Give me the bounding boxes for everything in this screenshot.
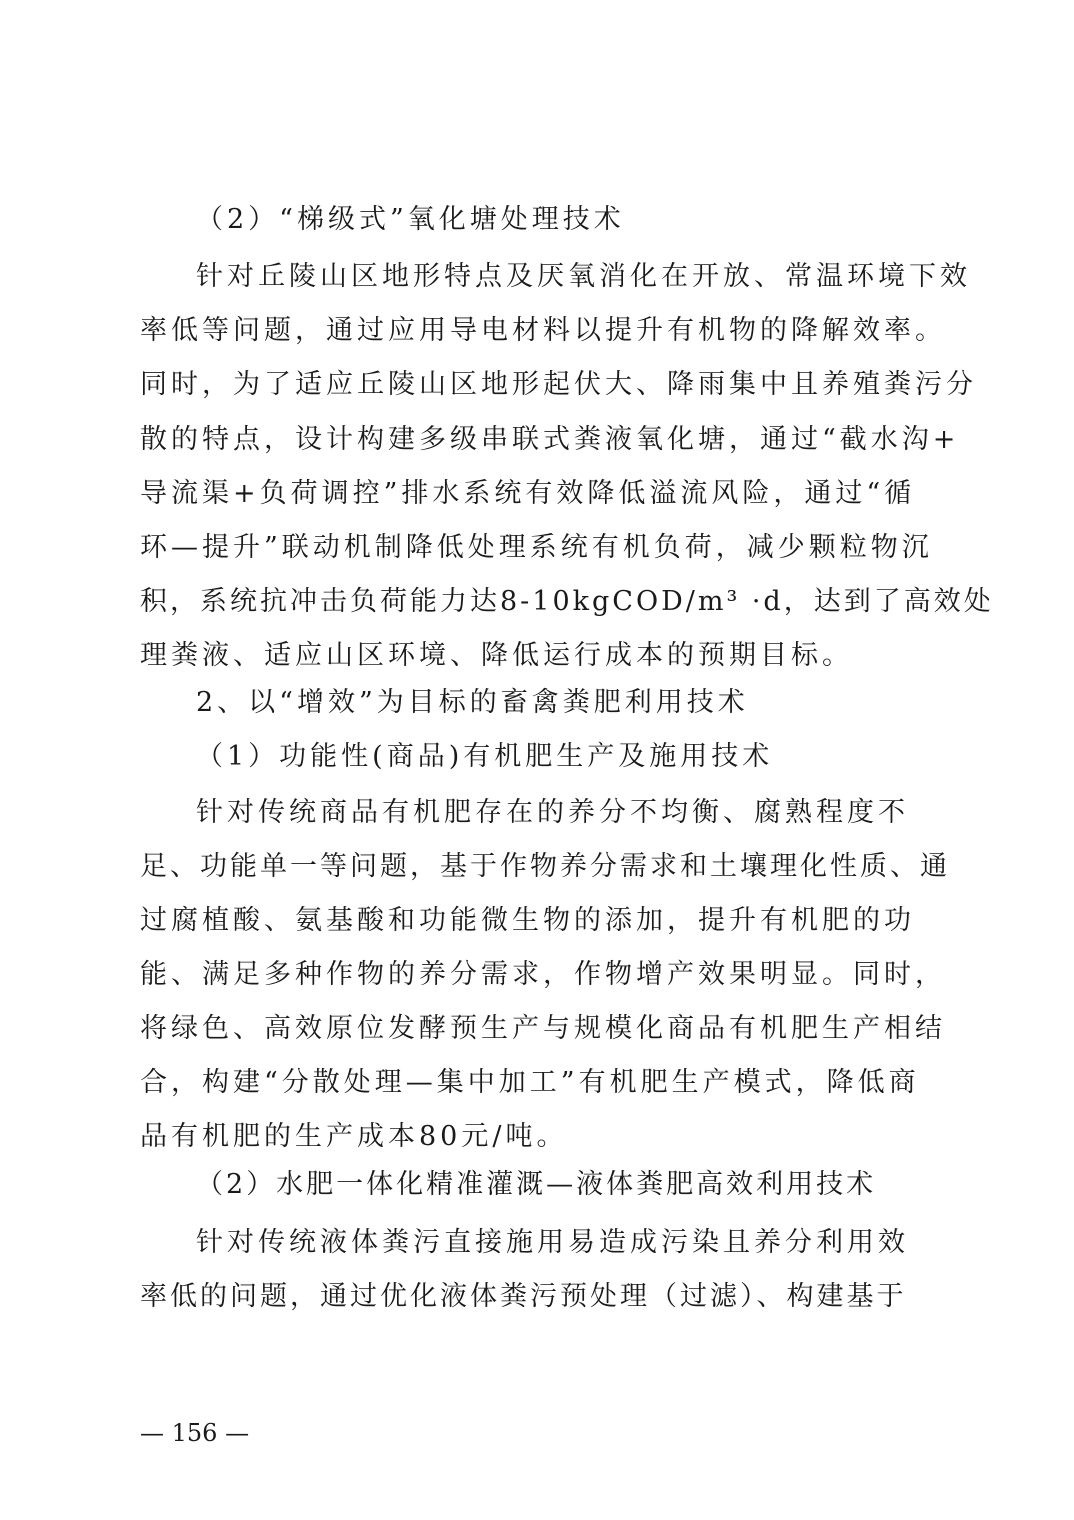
subsection-heading-2: （2）“梯级式”氧化塘处理技术 (196, 204, 625, 235)
paragraph-line: 针对传统液体粪污直接施用易造成污染且养分利用效 (196, 1227, 909, 1258)
page-number: — 156 — (140, 1419, 250, 1447)
paragraph-line: 率低的问题，通过优化液体粪污预处理（过滤）、构建基于 (140, 1281, 907, 1312)
paragraph-line: 针对传统商品有机肥存在的养分不均衡、腐熟程度不 (196, 797, 909, 828)
subsection-heading-2b: （2）水肥一体化精准灌溉—液体粪肥高效利用技术 (196, 1169, 877, 1200)
paragraph-line: 散的特点，设计构建多级串联式粪液氧化塘，通过“截水沟+ (140, 424, 960, 455)
section-heading-2: 2、以“增效”为目标的畜禽粪肥利用技术 (196, 687, 749, 718)
paragraph-line: 积，系统抗冲击负荷能力达8-10kgCOD/m³ ·d，达到了高效处 (140, 586, 994, 617)
paragraph-line: 同时，为了适应丘陵山区地形起伏大、降雨集中且养殖粪污分 (140, 369, 977, 400)
paragraph-line: 针对丘陵山区地形特点及厌氧消化在开放、常温环境下效 (196, 261, 971, 292)
paragraph-line: 品有机肥的生产成本80元/吨。 (140, 1121, 568, 1152)
paragraph-line: 过腐植酸、氨基酸和功能微生物的添加，提升有机肥的功 (140, 905, 915, 936)
subsection-heading-1: （1）功能性(商品)有机肥生产及施用技术 (196, 741, 774, 772)
paragraph-line: 率低等问题，通过应用导电材料以提升有机物的降解效率。 (140, 315, 946, 346)
paragraph-line: 理粪液、适应山区环境、降低运行成本的预期目标。 (140, 640, 853, 671)
paragraph-line: 足、功能单一等问题，基于作物养分需求和土壤理化性质、通 (140, 851, 950, 882)
paragraph-line: 合，构建“分散处理—集中加工”有机肥生产模式，降低商 (140, 1067, 920, 1098)
paragraph-line: 环—提升”联动机制降低处理系统有机负荷，减少颗粒物沉 (140, 532, 933, 563)
paragraph-line: 导流渠+负荷调控”排水系统有效降低溢流风险，通过“循 (140, 478, 916, 509)
paragraph-line: 能、满足多种作物的养分需求，作物增产效果明显。同时， (140, 959, 946, 990)
paragraph-line: 将绿色、高效原位发酵预生产与规模化商品有机肥生产相结 (140, 1013, 946, 1044)
